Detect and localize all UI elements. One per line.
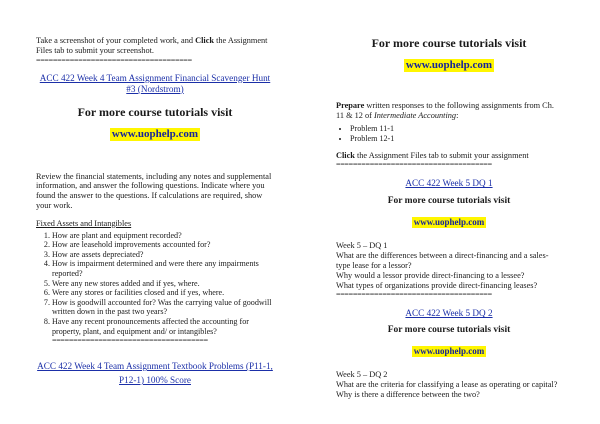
list-item: 1. How are plant and equipment recorded? <box>52 231 274 241</box>
review-instructions: Review the financial statements, including any notes and supplemental information, and answer the following questions. Indicate where you found the answer to the questions. If calculations are required, show your work. <box>36 171 272 210</box>
list-item: • Problem 11-1 <box>350 124 562 134</box>
tutorials-banner: For more course tutorials visit <box>371 36 527 50</box>
list-item: 2. How are leasehold improvements accounted for? <box>52 240 274 250</box>
dq2-question: What are the criteria for classifying a lease as operating or capital? <box>336 380 558 390</box>
list-item: 7. How is goodwill accounted for? Was the carrying value of goodwill written down in the past two years? <box>52 298 274 317</box>
uophelp-link[interactable]: www.uophelp.com <box>405 59 493 71</box>
list-item: 5. Were any new stores added and if yes, where. <box>52 279 274 289</box>
separator: ===================================== <box>336 160 492 170</box>
link-textbook-problems[interactable]: ACC 422 Week 4 Team Assignment Textbook Problems (P11-1, P12-1) 100% Score <box>37 361 273 386</box>
dq1-question: Why would a lessor provide direct-financing to a lessee? <box>336 270 525 280</box>
click-instructions: Click the Assignment Files tab to submit your assignment <box>336 150 529 160</box>
link-financial-scavenger-hunt[interactable]: ACC 422 Week 4 Team Assignment Financial Scavenger Hunt #3 (Nordstrom) <box>39 72 271 94</box>
separator: ===================================== <box>52 336 208 346</box>
link-week5-dq2[interactable]: ACC 422 Week 5 DQ 2 <box>405 308 493 319</box>
tutorials-banner: For more course tutorials visit <box>387 325 511 336</box>
list-item: 4. How is impairment determined and were there any impairments reported? <box>52 259 274 278</box>
list-item: 8. Have any recent pronouncements affected the accounting for property, plant, and equipment and/ or intangibles? <box>52 317 274 336</box>
link-week5-dq1[interactable]: ACC 422 Week 5 DQ 1 <box>405 178 493 189</box>
intro-text: Take a screenshot of your completed work, and Click the Assignment Files tab to submit your screenshot. <box>36 36 268 55</box>
dq1-question: What types of organizations provide direct-financing leases? <box>336 280 538 290</box>
dq1-question: What are the differences between a direct-financing and a sales-type lease for a lessor? <box>336 251 549 270</box>
tutorials-banner: For more course tutorials visit <box>387 196 511 207</box>
separator: ===================================== <box>336 290 492 300</box>
uophelp-link[interactable]: www.uophelp.com <box>413 217 485 228</box>
dq2-heading: Week 5 – DQ 2 <box>336 370 388 380</box>
problems-list <box>336 124 562 144</box>
uophelp-link[interactable]: www.uophelp.com <box>111 127 199 140</box>
separator: ===================================== <box>36 55 192 65</box>
prepare-instructions: Prepare written responses to the following assignments from Ch. 11 & 12 of Intermediate Accounting: <box>336 101 554 120</box>
list-item: 6. Were any stores or facilities closed and if yes, where. <box>52 288 274 298</box>
section-heading: Fixed Assets and Intangibles <box>36 218 132 228</box>
tutorials-banner: For more course tutorials visit <box>77 104 233 119</box>
right-page <box>300 0 600 424</box>
dq1-heading: Week 5 – DQ 1 <box>336 241 388 251</box>
uophelp-link[interactable]: www.uophelp.com <box>413 346 485 357</box>
list-item: 3. How are assets depreciated? <box>52 250 274 260</box>
list-item: • Problem 12-1 <box>350 134 562 144</box>
dq2-question: Why is there a difference between the two? <box>336 389 480 399</box>
questions-list <box>36 231 274 337</box>
